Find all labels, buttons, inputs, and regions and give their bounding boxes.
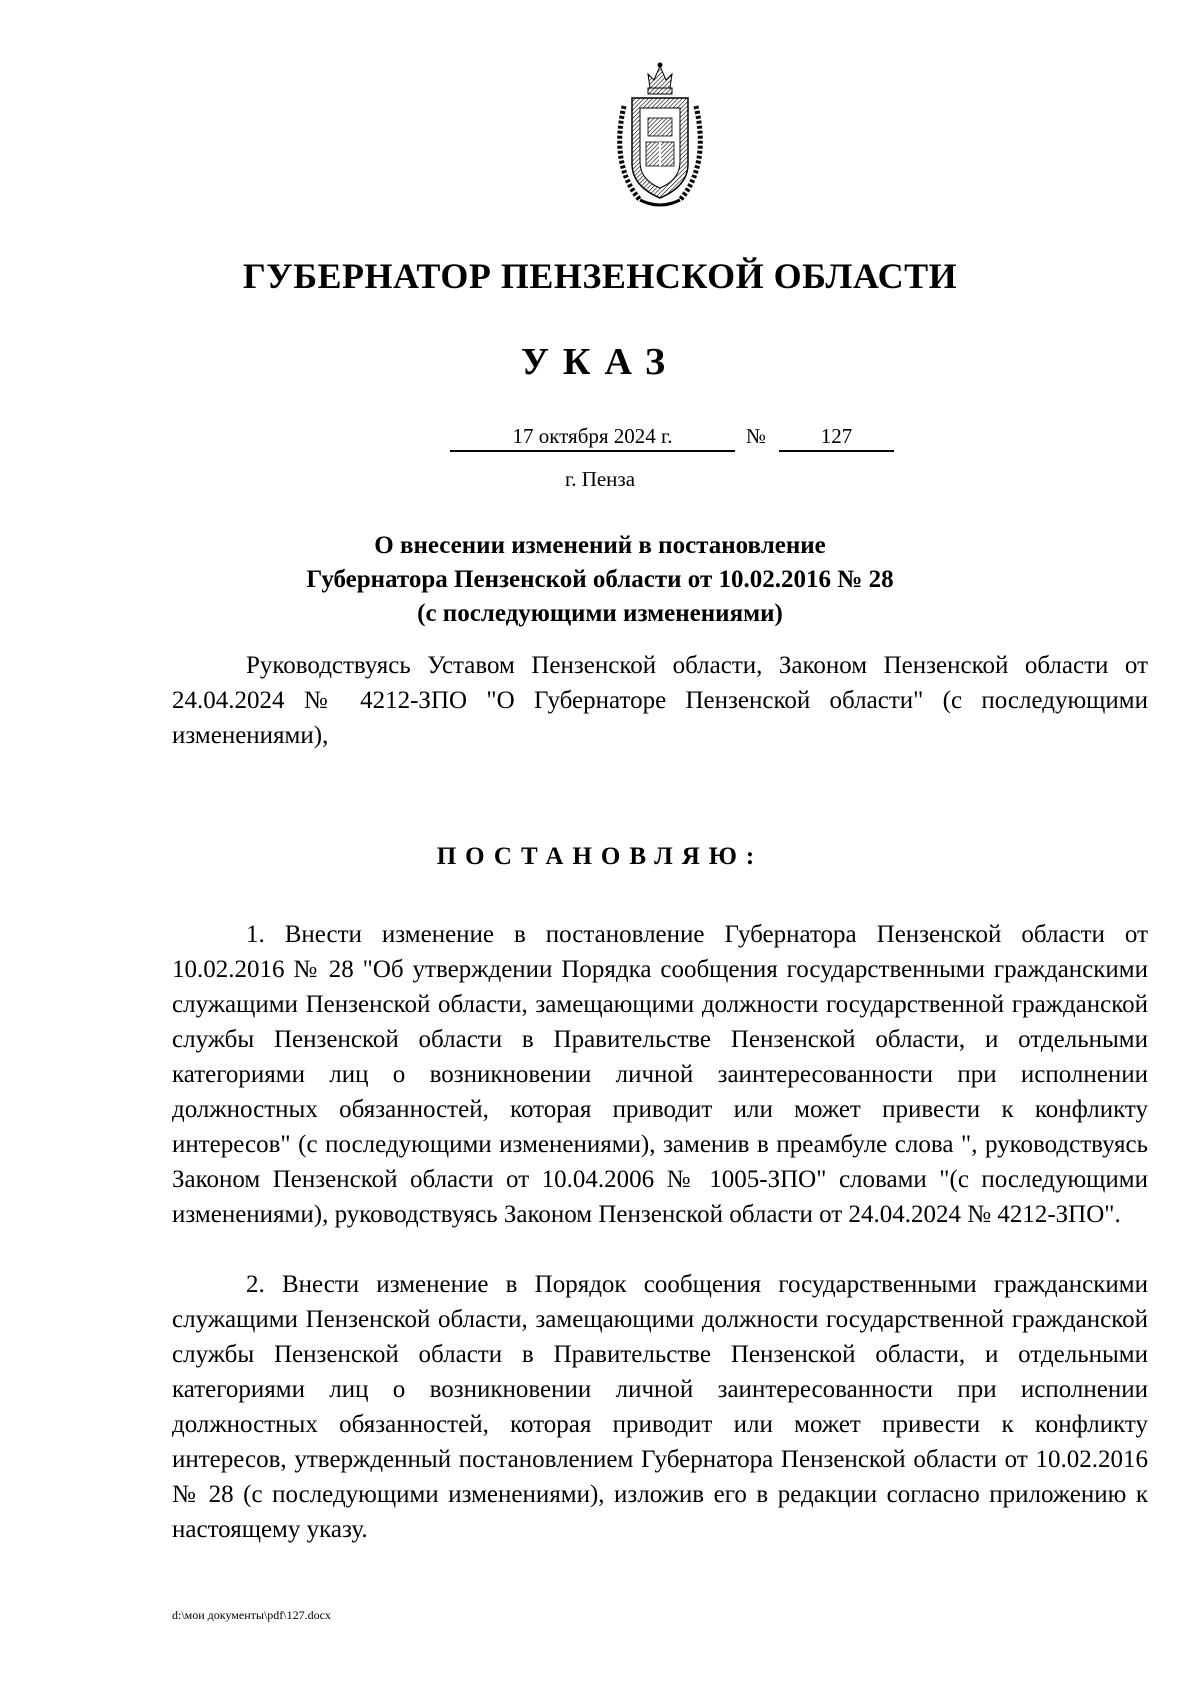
document-subject bbox=[0, 529, 1200, 631]
preamble-paragraph: Руководствуясь Уставом Пензенской области, Законом Пензенской области от 24.04.2024 № 4212-ЗПО "О Губернаторе Пензенской области" (с последующими изменениями), bbox=[172, 652, 1148, 749]
document-number: 127 bbox=[779, 424, 894, 452]
footer-file-path: d:\мои документы\pdf\127.docx bbox=[172, 1608, 331, 1622]
subject-line: (с последующими изменениями) bbox=[417, 600, 783, 627]
document-type-heading: УКАЗ bbox=[521, 341, 679, 383]
subject-line: О внесении изменений в постановление bbox=[374, 532, 826, 559]
subject-line: Губернатора Пензенской области от 10.02.2016 № 28 bbox=[306, 566, 894, 593]
coat-of-arms-emblem bbox=[610, 60, 710, 210]
document-city: г. Пенза bbox=[564, 467, 636, 491]
organization-title: ГУБЕРНАТОР ПЕНЗЕНСКОЙ ОБЛАСТИ bbox=[242, 256, 958, 296]
decree-heading: ПОСТАНОВЛЯЮ: bbox=[436, 843, 764, 870]
item-paragraph-1: 1. Внести изменение в постановление Губернатора Пензенской области от 10.02.2016 № 28 "Об утверждении Порядка сообщения государственными гражданскими служащими Пензенской области, замещающими должности государственной гражданской службы Пензенской области в Правительстве Пензенской области, и отдельными категориями лиц о возникновении личной заинтересованности при исполнении должностных обязанностей, которая приводит или может привести к конфликту интересов" (с последующими изменениями), заменив в преамбуле слова ", руководствуясь Законом Пензенской области от 10.04.2006 № 1005-ЗПО" словами "(с последующими изменениями), руководствуясь Законом Пензенской области от 24.04.2024 № 4212-ЗПО". bbox=[172, 921, 1148, 1228]
item-paragraph-2: 2. Внести изменение в Порядок сообщения государственными гражданскими служащими Пензенской области, замещающими должности государственной гражданской службы Пензенской области в Правительстве Пензенской области, и отдельными категориями лиц о возникновении личной заинтересованности при исполнении должностных обязанностей, которая приводит или может привести к конфликту интересов, утвержденный постановлением Губернатора Пензенской области от 10.02.2016 № 28 (с последующими изменениями), изложив его в редакции согласно приложению к настоящему указу. bbox=[172, 1271, 1148, 1543]
document-date: 17 октября 2024 г. bbox=[450, 424, 735, 452]
number-sign: № bbox=[746, 424, 767, 448]
